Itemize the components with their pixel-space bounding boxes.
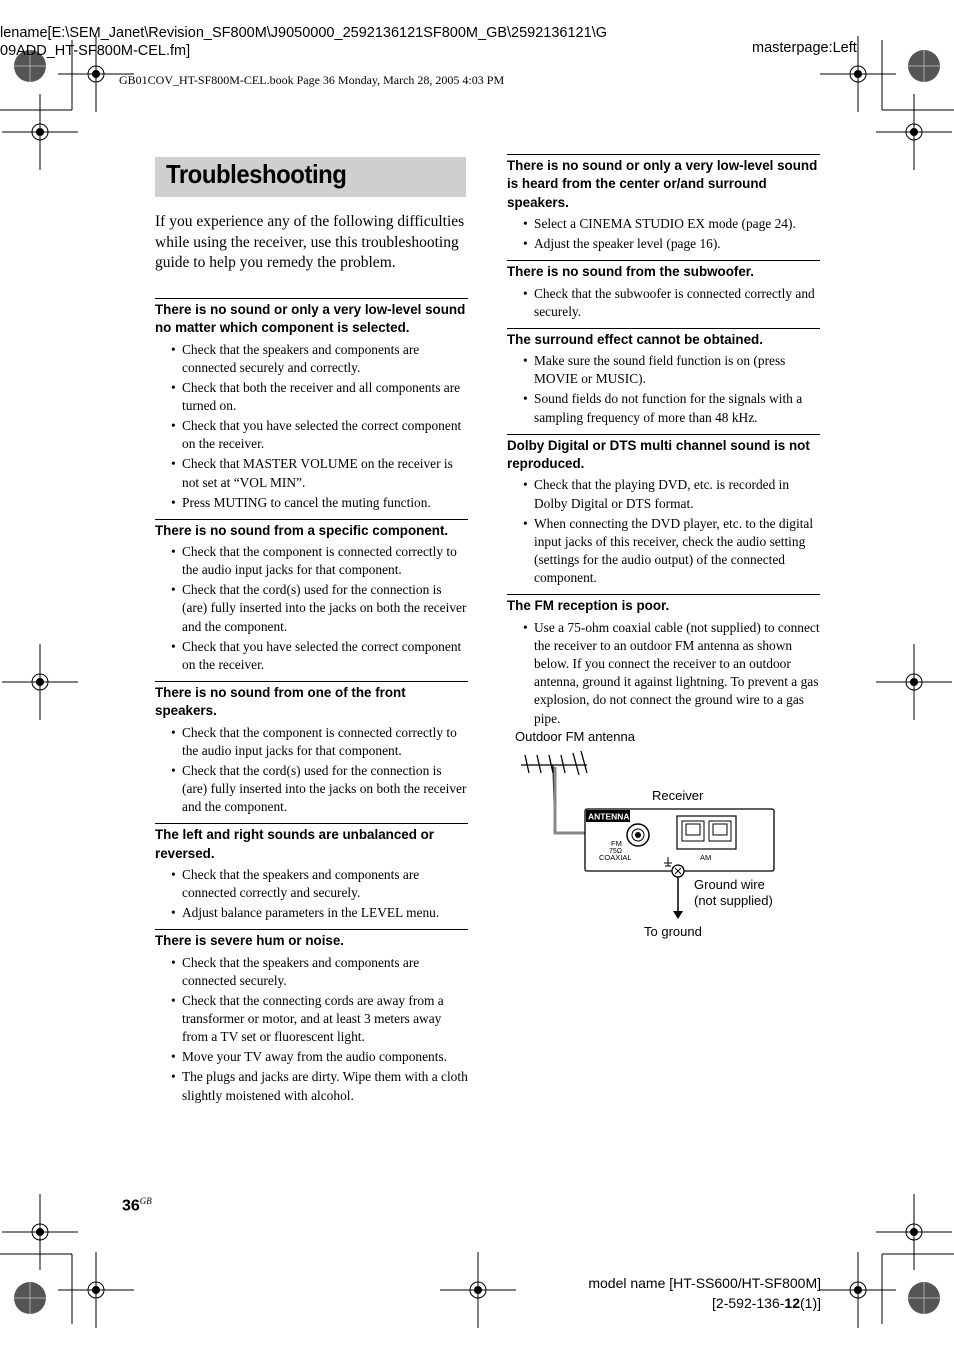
troubleshooting-section [155, 929, 468, 1111]
registration-target-icon [876, 94, 952, 170]
bullet-item: • Check that the connecting cords are away from a transformer or motor, and at least 3 meters away from a TV set or fluorescent light. [155, 992, 468, 1047]
bullet-item: • Check that you have selected the correct component on the receiver. [155, 417, 468, 453]
bullet-item: • Adjust balance parameters in the LEVEL menu. [155, 904, 468, 922]
bullet-item: • Check that the speakers and components are connected securely and correctly. [155, 341, 468, 377]
footer-code-bold: 12 [784, 1295, 800, 1311]
bullet-list [507, 476, 820, 587]
registration-target-icon [440, 1252, 516, 1328]
page-number-suffix: GB [139, 1196, 152, 1206]
masterpage-label: masterpage:Left [752, 40, 857, 56]
bullet-item: • Check that the component is connected correctly to the audio input jacks for that component. [155, 724, 468, 760]
bullet-item: • Check that the component is connected correctly to the audio input jacks for that component. [155, 543, 468, 579]
bullet-item: • Press MUTING to cancel the muting function. [155, 494, 468, 512]
to-ground-label: To ground [644, 924, 702, 939]
registration-target-icon [2, 1194, 78, 1270]
bullet-list [507, 352, 820, 427]
am-label: AM [700, 853, 712, 862]
bullet-list [507, 619, 820, 728]
section-heading: Dolby Digital or DTS multi channel sound is not reproduced. [507, 437, 810, 472]
troubleshooting-section [155, 823, 468, 929]
bullet-item: • Check that you have selected the correct component on the receiver. [155, 638, 468, 674]
bullet-item: • The plugs and jacks are dirty. Wipe them with a cloth slightly moistened with alcohol. [155, 1068, 468, 1104]
footer-code [588, 1293, 821, 1313]
bullet-list [507, 215, 820, 253]
ohm-label: 75Ω [609, 848, 623, 855]
filename-line-2: 09ADD_HT-SF800M-CEL.fm] [0, 43, 191, 59]
page-number [122, 1196, 152, 1215]
bullet-list [155, 341, 468, 512]
bullet-item: • When connecting the DVD player, etc. to the digital input jacks of this receiver, check the audio setting (settings for the audio output) of the connected component. [507, 515, 820, 588]
bullet-item: • Check that the cord(s) used for the connection is (are) fully inserted into the jacks on both the receiver and the component. [155, 581, 468, 636]
bullet-item: • Check that the subwoofer is connected correctly and securely. [507, 285, 820, 321]
section-heading: There is no sound or only a very low-level sound no matter which component is selected. [155, 302, 466, 336]
fm-label: FM [611, 839, 622, 848]
receiver-label: Receiver [652, 788, 704, 803]
antenna-label: Outdoor FM antenna [515, 729, 635, 744]
bullet-item: • Make sure the sound field function is on (press MOVIE or MUSIC). [507, 352, 820, 388]
bullet-list [155, 866, 468, 922]
troubleshooting-section [155, 519, 468, 681]
troubleshooting-section [507, 594, 820, 734]
bullet-item: • Check that the cord(s) used for the connection is (are) fully inserted into the jacks on both the receiver and the component. [155, 762, 468, 817]
antenna-diagram [507, 725, 797, 945]
section-heading: There is no sound from the subwoofer. [507, 264, 755, 280]
registration-target-icon [820, 1252, 896, 1328]
registration-target-icon [58, 1252, 134, 1328]
bullet-item: • Check that the speakers and components are connected correctly and securely. [155, 866, 468, 902]
section-heading: There is severe hum or noise. [155, 933, 345, 949]
bullet-item: • Check that the speakers and components are connected securely. [155, 954, 468, 990]
page-title-box [155, 157, 466, 197]
bullet-item: • Move your TV away from the audio components. [155, 1048, 468, 1066]
section-heading: The surround effect cannot be obtained. [507, 331, 763, 347]
section-heading: There is no sound from one of the front speakers. [155, 684, 406, 719]
left-column [155, 298, 468, 1112]
page-number-value: 36 [122, 1197, 140, 1215]
antenna-tag: ANTENNA [588, 811, 630, 822]
footer-code-suffix: (1)] [800, 1295, 821, 1311]
bullet-list [155, 543, 468, 674]
footer-model-line: model name [HT-SS600/HT-SF800M] [588, 1275, 821, 1291]
troubleshooting-section [507, 328, 820, 434]
section-heading: The left and right sounds are unbalanced or reversed. [155, 827, 435, 861]
header-filename [0, 24, 607, 60]
bullet-item: • Adjust the speaker level (page 16). [507, 235, 820, 253]
bullet-list [155, 724, 468, 817]
bullet-item: • Check that both the receiver and all components are turned on. [155, 379, 468, 415]
bullet-item: • Sound fields do not function for the signals with a sampling frequency of more than 48 kHz. [507, 390, 820, 426]
footer-model [588, 1273, 821, 1313]
bullet-item: • Check that the playing DVD, etc. is recorded in Dolby Digital or DTS format. [507, 476, 820, 512]
bullet-list [507, 285, 820, 321]
registration-target-icon [876, 644, 952, 720]
bullet-item: • Select a CINEMA STUDIO EX mode (page 24). [507, 215, 820, 233]
ground-wire-label: Ground wire [694, 877, 765, 892]
registration-target-icon [2, 94, 78, 170]
book-info: GB01COV_HT-SF800M-CEL.book Page 36 Monday, March 28, 2005 4:03 PM [119, 73, 505, 87]
troubleshooting-section [507, 260, 820, 328]
bullet-item: • Check that MASTER VOLUME on the receiver is not set at “VOL MIN”. [155, 455, 468, 491]
troubleshooting-section [155, 681, 468, 823]
footer-code-prefix: [2-592-136- [712, 1295, 785, 1311]
section-heading: The FM reception is poor. [507, 598, 670, 614]
intro-paragraph: If you experience any of the following difficulties while using the receiver, use this troubleshooting guide to help you remedy the problem. [155, 213, 465, 272]
section-heading: There is no sound from a specific component. [155, 522, 449, 538]
section-heading: There is no sound or only a very low-level sound is heard from the center or/and surround speakers. [507, 158, 818, 210]
bullet-item: • Use a 75-ohm coaxial cable (not supplied) to connect the receiver to an outdoor FM antenna as shown below. If you connect the receiver to an outdoor antenna, ground it against lightning. To prevent a gas explosion, do not connect the ground wire to a gas pipe. [507, 619, 820, 728]
arrow-down-icon [673, 911, 683, 919]
registration-target-icon [876, 1194, 952, 1270]
ground-wire-note: (not supplied) [694, 893, 773, 908]
troubleshooting-section [507, 154, 820, 260]
filename-line-1: lename[E:\SEM_Janet\Revision_SF800M\J9050000_2592136121SF800M_GB\2592136121\G [0, 25, 607, 41]
page-title: Troubleshooting [166, 159, 347, 189]
bullet-list [155, 954, 468, 1105]
troubleshooting-section [507, 434, 820, 595]
right-column [507, 154, 820, 735]
coaxial-label: COAXIAL [599, 853, 632, 862]
troubleshooting-section [155, 298, 468, 519]
registration-target-icon [2, 644, 78, 720]
